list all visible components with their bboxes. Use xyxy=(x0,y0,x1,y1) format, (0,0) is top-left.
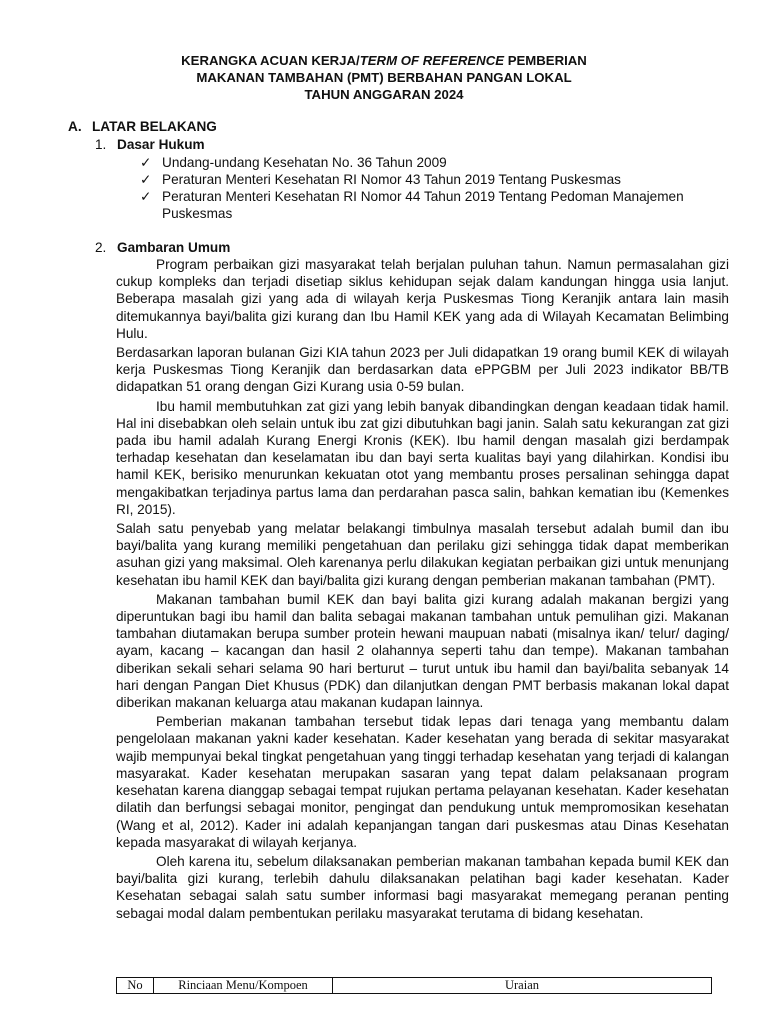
dasar-hukum-heading xyxy=(95,136,205,153)
menu-component-table xyxy=(116,977,712,994)
dasar-hukum-list xyxy=(140,154,720,222)
gambaran-umum-body xyxy=(116,256,729,924)
paragraph: Makanan tambahan bumil KEK dan bayi balita gizi kurang adalah makanan bergizi yang diperuntukan bagi ibu hamil dan balita sebagai makanan tambahan untuk pemulihan gizi. Makanan tambahan diutamakan berupa sumber protein hewani maupuan nabati (misalnya ikan/ telur/ daging/ ayam, kacang – kacangan dan hasil 2 olahannya seperti tahu dan tempe). Makanan tambahan diberikan sekali sehari selama 90 hari berturut – turut untuk ibu hamil dan bayi/balita sebanyak 14 hari dengan Pangan Diet Khusus (PDK) dan dilanjutkan dengan PMT berbasis makanan lokal dapat diberikan makanan keluarga atau makanan kudapan lainnya. xyxy=(116,591,729,711)
table-header-no: No xyxy=(117,978,154,994)
paragraph: Berdasarkan laporan bulanan Gizi KIA tahun 2023 per Juli didapatkan 19 orang bumil KEK di wilayah kerja Puskesmas Tiong Keranjik dan berdasarkan data ePPGBM per Juli 2023 indikator BB/TB didapatkan 51 orang dengan Gizi Kurang usia 0-59 bulan. xyxy=(116,345,729,395)
list-item: ✓ Peraturan Menteri Kesehatan RI Nomor 43 Tahun 2019 Tentang Puskesmas xyxy=(140,172,621,187)
section-a-title: LATAR BELAKANG xyxy=(92,119,217,134)
table-header-rincian: Rinciaan Menu/Kompoen xyxy=(154,978,333,994)
list-item: ✓ Undang-undang Kesehatan No. 36 Tahun 2009 xyxy=(140,155,447,170)
gambaran-umum-heading xyxy=(95,239,230,256)
paragraph: Salah satu penyebab yang melatar belakangi timbulnya masalah tersebut adalah bumil dan ibu bayi/balita yang kurang memiliki pengetahuan dan perilaku gizi sehingga tidak dapat memberikan asuhan gizi yang maksimal. Oleh karenanya perlu dilakukan kegiatan perbaikan gizi untuk menunjang kesehatan ibu hamil KEK dan bayi/balita gizi kurang dengan pemberian makanan tambahan (PMT). xyxy=(116,521,729,588)
table-header-row xyxy=(117,978,712,994)
section-a-label: A. xyxy=(68,119,82,134)
check-icon: ✓ xyxy=(140,172,152,187)
paragraph: Ibu hamil membutuhkan zat gizi yang lebih banyak dibandingkan dengan keadaan tidak hamil. Hal ini disebabkan oleh selain untuk ibu zat gizi dibutuhkan bagi janin. Salah satu kekurangan zat gizi pada ibu hamil adalah Kurang Energi Kronis (KEK). Ibu hamil dengan masalah gizi berdampak terhadap kesehatan dan keselamatan ibu dan bayi serta kualitas bayi yang dilahirkan. Kondisi ibu hamil KEK, berisiko menurunkan kekuatan otot yang membantu proses persalinan sehingga dapat mengakibatkan terjadinya partus lama dan perdarahan pasca salin, bahkan kematian ibu (Kemenkes RI, 2015). xyxy=(116,398,729,517)
document-title xyxy=(0,52,768,103)
title-line-1: KERANGKA ACUAN KERJA/TERM OF REFERENCE PEMBERIAN xyxy=(181,53,587,68)
gambaran-umum-title: Gambaran Umum xyxy=(117,240,231,255)
gambaran-umum-number: 2. xyxy=(95,240,107,255)
paragraph: Oleh karena itu, sebelum dilaksanakan pemberian makanan tambahan kepada bumil KEK dan bayi/balita gizi kurang, terlebih dahulu dilaksanakan pelatihan bagi kader kesehatan. Kader Kesehatan sebagai salah satu sumber informasi bagi masyarakat memegang peranan penting sebagai modal dalam pembentukan perilaku masyarakat terutama di bidang kesehatan. xyxy=(116,853,729,921)
paragraph: Pemberian makanan tambahan tersebut tidak lepas dari tenaga yang membantu dalam pengelolaan makanan yakni kader kesehatan. Kader kesehatan yang berada di sekitar masyarakat wajib mempunyai bekal tingkat pengetahuan yang tinggi terhadap kesehatan yang terjadi di kalangan masyarakat. Kader kesehatan merupakan sasaran yang tepat dalam pelaksanaan program kesehatan karena dianggap sebagai tempat rujukan pertama pelayanan kesehatan. Kader kesehatan dilatih dan berfungsi sebagai monitor, pengingat dan pendukung untuk mempromosikan kesehatan (Wang et al, 2012). Kader ini adalah kepanjangan tangan dari puskesmas atau Dinas Kesehatan kepada masyarakat di wilayah kerjanya. xyxy=(116,714,729,850)
dasar-hukum-title: Dasar Hukum xyxy=(117,137,205,152)
check-icon: ✓ xyxy=(140,189,152,204)
title-line-2: MAKANAN TAMBAHAN (PMT) BERBAHAN PANGAN LOKAL xyxy=(196,70,572,85)
list-item: ✓ Peraturan Menteri Kesehatan RI Nomor 44 Tahun 2019 Tentang Pedoman Manajemen Puskesmas xyxy=(140,189,684,221)
title-line-3: TAHUN ANGGARAN 2024 xyxy=(304,87,464,102)
check-icon: ✓ xyxy=(140,155,152,170)
dasar-hukum-number: 1. xyxy=(95,137,107,152)
paragraph: Program perbaikan gizi masyarakat telah berjalan puluhan tahun. Namun permasalahan gizi cukup kompleks dan terjadi disetiap siklus kehidupan sejak dalam kandungan hingga usia lanjut. Beberapa masalah gizi yang ada di wilayah kerja Puskesmas Tiong Keranjik antara lain masih ditemukannya bayi/balita gizi kurang dan Ibu Hamil KEK yang ada di Wilayah Kecamatan Belimbing Hulu. xyxy=(116,257,729,341)
table-header-uraian: Uraian xyxy=(333,978,712,994)
section-a-heading xyxy=(68,118,217,135)
